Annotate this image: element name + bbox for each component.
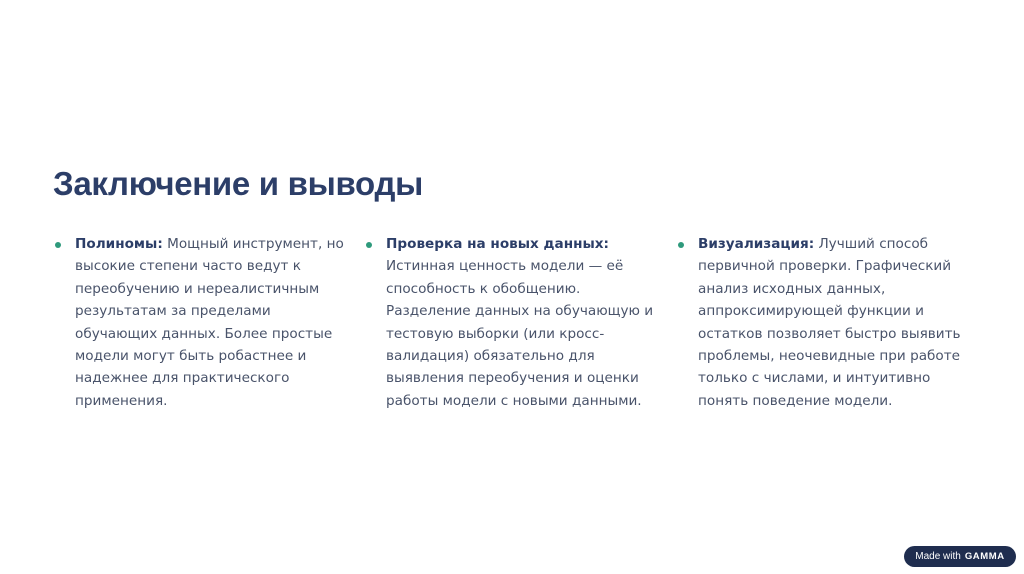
bullet-text	[75, 233, 345, 412]
bullet-dot-icon	[366, 242, 372, 248]
bullet-column-visualization	[676, 233, 961, 412]
badge-prefix: Made with	[915, 551, 961, 562]
bullet-heading: Визуализация:	[698, 236, 815, 252]
bullet-dot-icon	[678, 242, 684, 248]
bullet-body: Истинная ценность модели — её способность к обобщению. Разделение данных на обучающую и тестовую выборки (или кросс-валидация) обязательно для выявления переобучения и оценки работы модели с новыми данными.	[386, 258, 654, 409]
gamma-logo: GAMMA	[964, 551, 1005, 562]
bullet-column-validation	[364, 233, 654, 412]
bullet-text	[386, 233, 656, 412]
bullet-body: Лучший способ первичной проверки. Графический анализ исходных данных, аппроксимирующей функции и остатков позволяет быстро выявить проблемы, неочевидные при работе только с числами, и интуитивно понять поведение модели.	[698, 236, 961, 409]
made-with-gamma-badge[interactable]	[904, 546, 1016, 567]
bullet-body: Мощный инструмент, но высокие степени часто ведут к переобучению и нереалистичным результатам за пределами обучающих данных. Более простые модели могут быть робастнее и надежнее для практического применения.	[75, 236, 344, 409]
bullet-column-polynomials	[53, 233, 344, 412]
bullet-dot-icon	[55, 242, 61, 248]
bullet-text	[698, 233, 968, 412]
slide-title: Заключение и выводы	[53, 165, 424, 202]
bullet-heading: Проверка на новых данных:	[386, 236, 609, 252]
bullet-heading: Полиномы:	[75, 236, 163, 252]
